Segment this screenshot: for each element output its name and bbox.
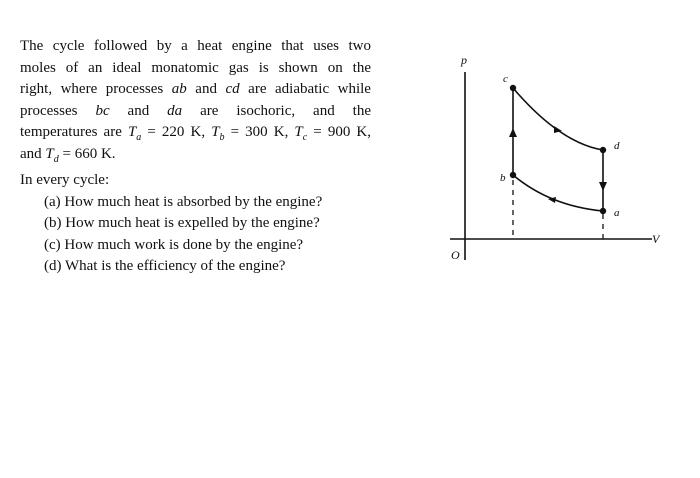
problem-intro: In every cycle: — [20, 172, 110, 188]
question-c: (c) How much work is done by the engine? — [44, 236, 304, 253]
p-axis-label: p — [461, 53, 467, 67]
problem-line-2: moles of an ideal monatomic gas is shown on the — [20, 59, 371, 76]
process-ab — [513, 175, 603, 211]
problem-line-4: processes bc and da are isochoric, and the — [20, 102, 371, 119]
point-c — [510, 85, 516, 91]
question-a: (a) How much heat is absorbed by the engine? — [44, 193, 323, 210]
point-a — [600, 208, 606, 214]
label-c: c — [503, 73, 508, 85]
point-b — [510, 172, 516, 178]
label-d: d — [614, 140, 620, 152]
problem-line-1: The cycle followed by a heat engine that uses two — [20, 38, 371, 54]
v-axis-label: V — [652, 232, 660, 246]
label-a: a — [614, 207, 620, 219]
problem-line-6: and $T_d = 660$ K. — [20, 145, 116, 165]
arrow-bc — [509, 128, 517, 137]
pv-diagram — [440, 48, 670, 278]
process-cd — [513, 88, 603, 150]
problem-paragraph — [20, 36, 371, 170]
problem-line-3: right, where processes ab and cd are adiabatic while — [20, 81, 371, 97]
problem-statement — [20, 36, 371, 278]
point-d — [600, 147, 606, 153]
question-d: (d) What is the efficiency of the engine? — [44, 258, 286, 274]
label-b: b — [500, 172, 506, 184]
question-list — [20, 192, 371, 278]
question-b: (b) How much heat is expelled by the engine? — [44, 215, 320, 231]
origin-label: O — [451, 248, 460, 262]
problem-line-5: temperatures are $T_a = 220$ K, $T_b = 300$ K, $T_c = 900$ K, — [20, 124, 371, 143]
arrow-da — [599, 182, 607, 191]
